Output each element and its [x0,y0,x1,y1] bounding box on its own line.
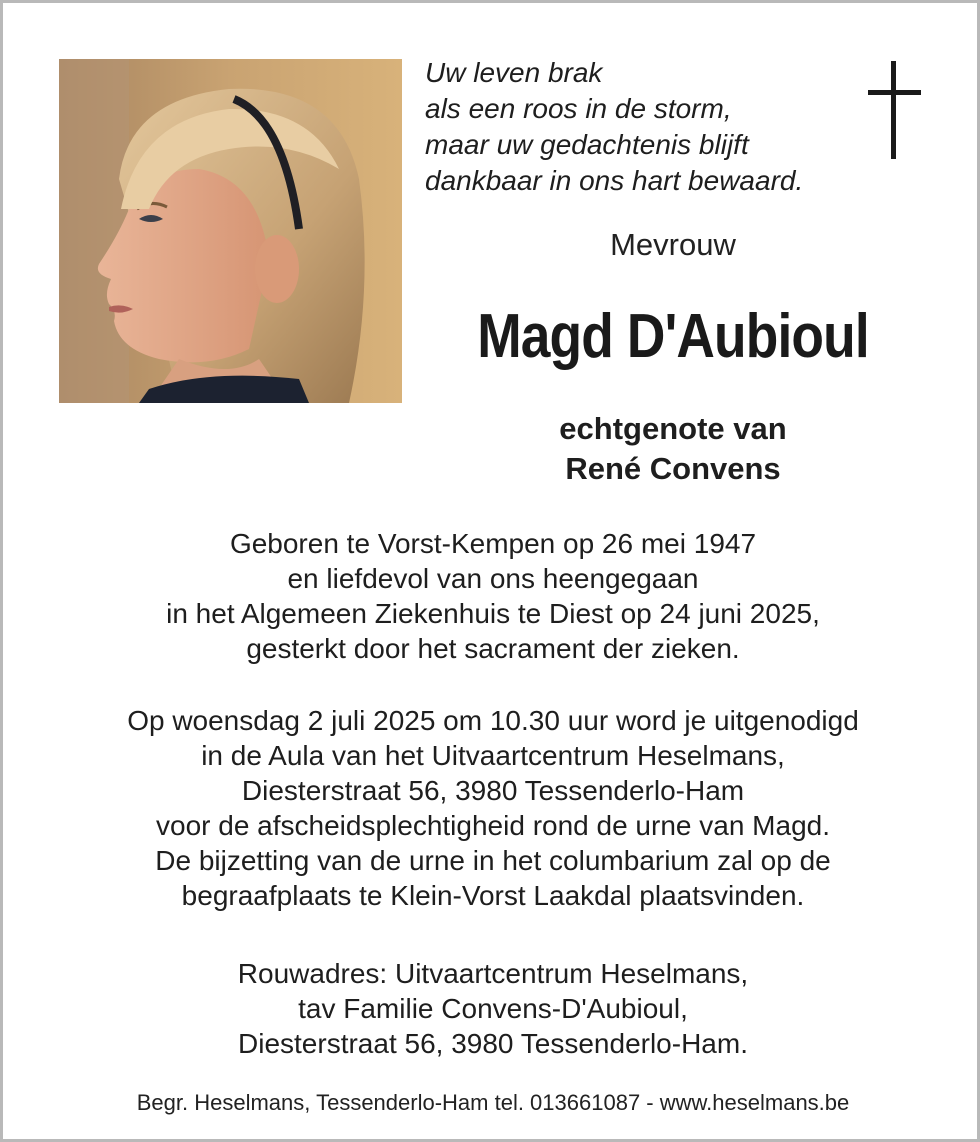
portrait-photo [59,59,402,403]
honorific: Mevrouw [610,227,736,262]
condolence-address [43,956,943,1061]
deceased-name: Magd D'Aubioul [477,302,869,371]
text-line: Rouwadres: Uitvaartcentrum Heselmans, [237,958,749,989]
text-line: Op woensdag 2 juli 2025 om 10.30 uur word je uitgenodigd [127,705,859,736]
text-line: gesterkt door het sacrament der zieken. [246,633,740,664]
poem-line: Uw leven brak [425,57,603,88]
funeral-home-footer: Begr. Heselmans, Tessenderlo-Ham tel. 013661087 - www.heselmans.be [136,1090,850,1115]
ceremony-paragraph [43,703,943,913]
poem-line: maar uw gedachtenis blijft [425,129,749,160]
spouse-name: René Convens [565,451,781,486]
text-line: Diesterstraat 56, 3980 Tessenderlo-Ham [241,775,745,806]
text-line: in het Algemeen Ziekenhuis te Diest op 24 juni 2025, [166,598,820,629]
poem [425,55,865,199]
spouse-info [423,409,923,489]
text-line: Diesterstraat 56, 3980 Tessenderlo-Ham. [238,1028,748,1059]
poem-line: dankbaar in ons hart bewaard. [425,165,804,196]
text-line: voor de afscheidsplechtigheid rond de urne van Magd. [156,810,830,841]
spouse-relation: echtgenote van [559,411,787,446]
text-line: en liefdevol van ons heengegaan [287,563,699,594]
text-line: in de Aula van het Uitvaartcentrum Heselmans, [201,740,785,771]
poem-line: als een roos in de storm, [425,93,732,124]
text-line: tav Familie Convens-D'Aubioul, [298,993,688,1024]
text-line: begraafplaats te Klein-Vorst Laakdal plaatsvinden. [181,880,805,911]
text-line: Geboren te Vorst-Kempen op 26 mei 1947 [229,528,757,559]
birth-death-paragraph [43,526,943,666]
latin-cross-icon [865,61,925,161]
text-line: De bijzetting van de urne in het columbarium zal op de [155,845,831,876]
